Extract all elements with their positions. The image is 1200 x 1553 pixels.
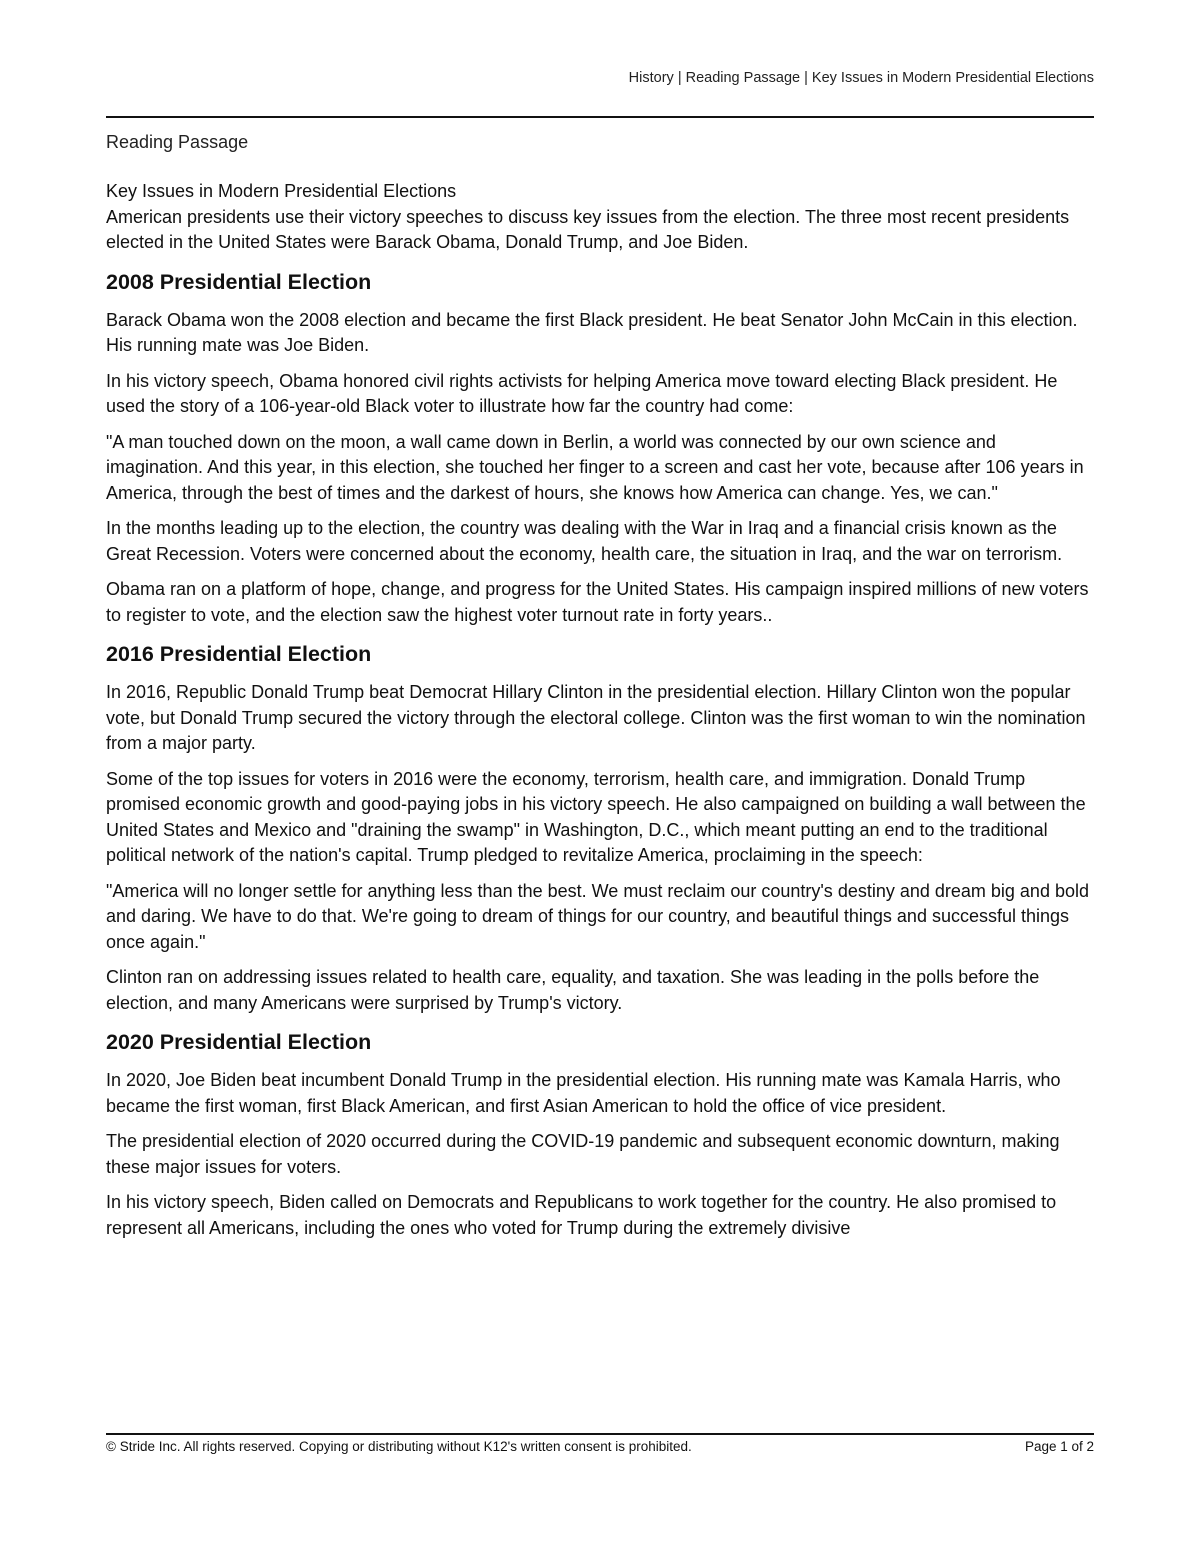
section-heading-2016: 2016 Presidential Election bbox=[106, 642, 372, 666]
paragraph: In his victory speech, Obama honored civil rights activists for helping America move toward electing Black president. He used the story of a 106-year-old Black voter to illustrate how far the country had come: bbox=[106, 370, 1058, 416]
document-page bbox=[106, 0, 1094, 1553]
paragraph: In 2020, Joe Biden beat incumbent Donald Trump in the presidential election. His running mate was Kamala Harris, who became the first woman, first Black American, and first Asian American to hold the office of vice president. bbox=[106, 1070, 1061, 1116]
paragraph: In 2016, Republic Donald Trump beat Democrat Hillary Clinton in the presidential election. Hillary Clinton won the popular vote, but Donald Trump secured the victory through the electoral college. Clinton was the first woman to win the nomination from a major party. bbox=[106, 682, 1086, 753]
header-rule bbox=[106, 116, 1094, 118]
paragraph: In the months leading up to the election, the country was dealing with the War in Iraq and a financial crisis known as the Great Recession. Voters were concerned about the economy, health care, the situation in Iraq, and the war on terrorism. bbox=[106, 518, 1063, 564]
document-content bbox=[106, 130, 1094, 1251]
paragraph: Clinton ran on addressing issues related to health care, equality, and taxation. She was leading in the polls before the election, and many Americans were surprised by Trump's victory. bbox=[106, 967, 1040, 1013]
paragraph: Some of the top issues for voters in 2016 were the economy, terrorism, health care, and immigration. Donald Trump promised economic growth and good-paying jobs in his victory speech. He also campaigned on building a wall between the United States and Mexico and "draining the swamp" in Washington, D.C., which meant putting an end to the traditional political network of the nation's capital. Trump pledged to revitalize America, proclaiming in the speech: bbox=[106, 768, 1086, 865]
passage-title: Key Issues in Modern Presidential Elections bbox=[106, 181, 457, 201]
paragraph: Obama ran on a platform of hope, change, and progress for the United States. His campaign inspired millions of new voters to register to vote, and the election saw the highest voter turnout rate in forty years.. bbox=[106, 579, 1089, 625]
running-header: History | Reading Passage | Key Issues in Modern Presidential Elections bbox=[628, 70, 1094, 86]
paragraph: The presidential election of 2020 occurred during the COVID-19 pandemic and subsequent economic downturn, making these major issues for voters. bbox=[106, 1131, 1060, 1177]
footer-rule bbox=[106, 1433, 1094, 1435]
intro-block bbox=[106, 179, 1094, 256]
quote-paragraph: "A man touched down on the moon, a wall came down in Berlin, a world was connected by our own science and imagination. And this year, in this election, she touched her finger to a screen and cast her vote, because after 106 years in America, through the best of times and the darkest of hours, she knows how America can change. Yes, we can." bbox=[106, 431, 1084, 503]
intro-paragraph: American presidents use their victory speeches to discuss key issues from the election. The three most recent presidents elected in the United States were Barack Obama, Donald Trump, and Joe Biden. bbox=[106, 206, 1070, 252]
paragraph: In his victory speech, Biden called on Democrats and Republicans to work together for the country. He also promised to represent all Americans, including the ones who voted for Trump during the extremely divisive bbox=[106, 1192, 1057, 1238]
footer-copyright: © Stride Inc. All rights reserved. Copying or distributing without K12's written consent is prohibited. bbox=[106, 1439, 692, 1454]
page-number: Page 1 of 2 bbox=[1024, 1439, 1094, 1454]
section-heading-2020: 2020 Presidential Election bbox=[106, 1030, 372, 1054]
paragraph: Barack Obama won the 2008 election and became the first Black president. He beat Senator John McCain in this election. His running mate was Joe Biden. bbox=[106, 309, 1078, 355]
section-label: Reading Passage bbox=[106, 132, 249, 152]
section-heading-2008: 2008 Presidential Election bbox=[106, 269, 372, 294]
quote-paragraph: "America will no longer settle for anything less than the best. We must reclaim our country's destiny and dream big and bold and daring. We have to do that. We're going to dream of things for our country, and beautiful things and successful things once again." bbox=[106, 880, 1089, 952]
